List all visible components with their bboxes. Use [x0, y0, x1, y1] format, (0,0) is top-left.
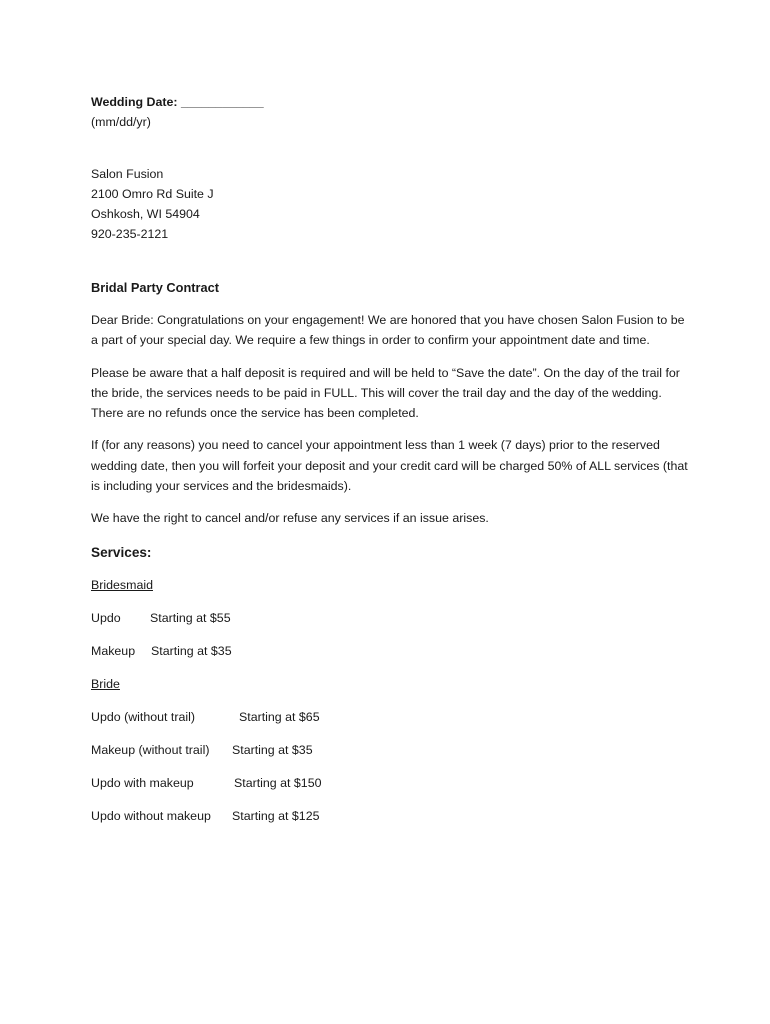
service-name: Updo with makeup — [91, 775, 194, 790]
salon-city: Oshkosh, WI 54904 — [91, 207, 200, 221]
paragraph-cancellation: If (for any reasons) you need to cancel your appointment less than 1 week (7 days) prior to the reserved wedding date, then you will forfeit your deposit and your credit card will be charged 50% of ALL services (that is including your services and the bridesmaids). — [91, 438, 688, 494]
services-heading: Services: — [91, 544, 152, 560]
service-name: Updo (without trail) — [91, 709, 195, 724]
service-name: Makeup — [91, 643, 136, 658]
service-row — [91, 641, 691, 661]
service-name: Updo without makeup — [91, 808, 211, 823]
bride-subheading: Bride — [91, 676, 120, 691]
date-format-hint: (mm/dd/yr) — [91, 115, 151, 129]
salon-street: 2100 Omro Rd Suite J — [91, 187, 214, 201]
service-row — [91, 707, 691, 727]
bridesmaid-subheading: Bridesmaid — [91, 577, 153, 592]
service-price: Starting at $65 — [239, 709, 320, 724]
paragraph-deposit: Please be aware that a half deposit is required and will be held to “Save the date”. On the day of the trail for the bride, the services needs to be paid in FULL. This will cover the trail day and the day of the wedding. There are no refunds once the service has been completed. — [91, 365, 680, 421]
service-price: Starting at $150 — [234, 775, 322, 790]
document-content — [91, 92, 691, 839]
wedding-date-label: Wedding Date: — [91, 95, 178, 109]
service-price: Starting at $55 — [150, 610, 231, 625]
service-price: Starting at $125 — [232, 808, 320, 823]
service-price: Starting at $35 — [151, 643, 232, 658]
contract-title: Bridal Party Contract — [91, 280, 220, 295]
wedding-date-blank: ____________ — [180, 95, 264, 109]
wedding-date-line — [91, 92, 691, 112]
service-name: Makeup (without trail) — [91, 742, 210, 757]
service-row — [91, 806, 691, 826]
paragraph-refusal: We have the right to cancel and/or refuse any services if an issue arises. — [91, 511, 489, 526]
service-name: Updo — [91, 610, 121, 625]
salon-phone: 920-235-2121 — [91, 227, 169, 241]
paragraph-greeting: Dear Bride: Congratulations on your engagement! We are honored that you have chosen Salon Fusion to be a part of your special day. We require a few things in order to confirm your appointment date and time. — [91, 313, 685, 348]
service-price: Starting at $35 — [232, 742, 313, 757]
service-row — [91, 608, 691, 628]
service-row — [91, 740, 691, 760]
salon-name: Salon Fusion — [91, 167, 164, 181]
service-row — [91, 773, 691, 793]
salon-address-block — [91, 164, 691, 244]
